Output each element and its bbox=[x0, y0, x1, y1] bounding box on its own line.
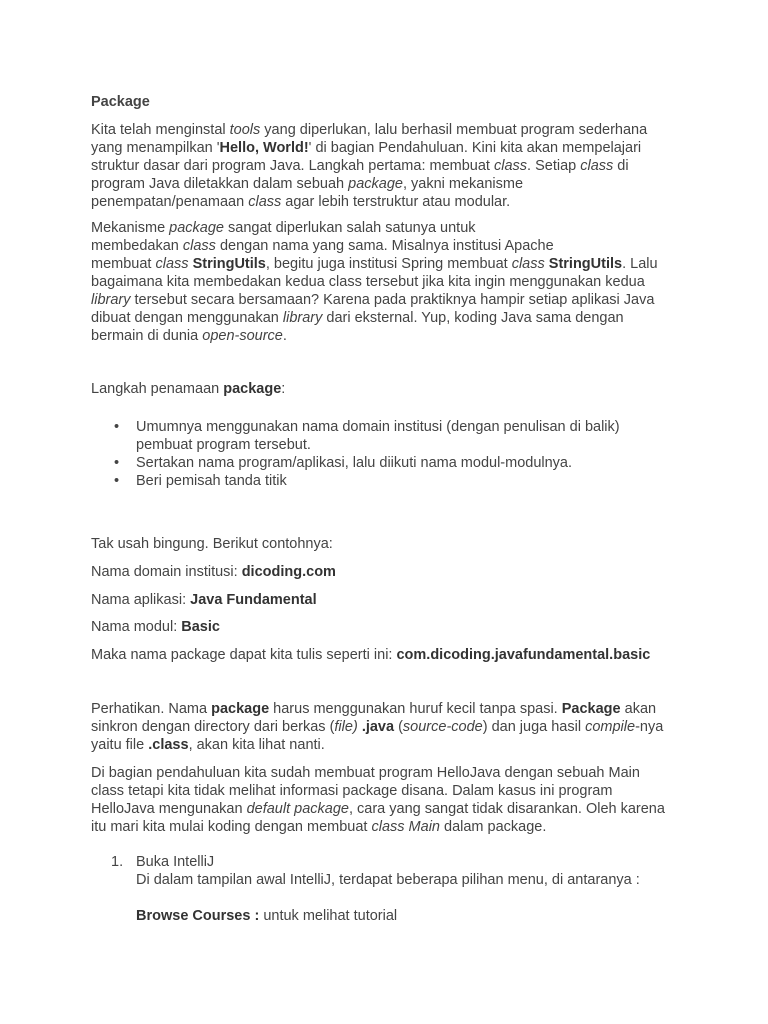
intro-paragraph: Kita telah menginstal tools yang diperlukan, lalu berhasil membuat program sederhana yang menampilkan 'Hello, World!' di bagian Pendahuluan. Kini kita akan mempelajari struktur dasar dari program Java. Langkah pertama: membuat class. Setiap class di program Java diletakkan dalam sebuah package, yakni mekanisme penempatan/penamaan class agar lebih terstruktur atau modular. bbox=[91, 122, 648, 210]
module-line: Nama modul: Basic bbox=[91, 619, 220, 635]
naming-steps-list bbox=[91, 418, 651, 490]
section-title: Package bbox=[91, 94, 150, 110]
step-description: Di dalam tampilan awal IntelliJ, terdapat beberapa pilihan menu, di antaranya : bbox=[136, 872, 640, 888]
list-item: • Umumnya menggunakan nama domain institusi (dengan penulisan di balik) pembuat program tersebut. bbox=[91, 418, 651, 454]
step-item-text: untuk melihat tutorial bbox=[259, 908, 398, 924]
step-number: 1. bbox=[111, 854, 124, 870]
application-line: Nama aplikasi: Java Fundamental bbox=[91, 592, 317, 608]
domain-line: Nama domain institusi: dicoding.com bbox=[91, 564, 336, 580]
list-item bbox=[91, 853, 691, 925]
package-name-line: Maka nama package dapat kita tulis seperti ini: com.dicoding.javafundamental.basic bbox=[91, 647, 651, 663]
list-item: • Sertakan nama program/aplikasi, lalu diikuti nama modul-modulnya. bbox=[91, 454, 651, 472]
list-item: • Beri pemisah tanda titik bbox=[91, 472, 651, 490]
notice-paragraph: Perhatikan. Nama package harus menggunakan huruf kecil tanpa spasi. Package akan sinkron dengan directory dari berkas (file) .java (source-code) dan juga hasil compile-nya yaitu file .class, akan kita lihat nanti. bbox=[91, 701, 664, 753]
steps-list bbox=[91, 853, 691, 925]
mechanism-paragraph: Mekanisme package sangat diperlukan salah satunya untuk membedakan class dengan nama yang sama. Misalnya institusi Apache membuat class StringUtils, begitu juga institusi Spring membuat class StringUtils. Lalu bagaimana kita membedakan kedua class tersebut jika kita ingin menggunakan kedua library tersebut secara bersamaan? Karena pada praktiknya hampir setiap aplikasi Java dibuat dengan menggunakan library dari eksternal. Yup, koding Java sama dengan bermain di dunia open-source. bbox=[91, 220, 658, 344]
naming-steps-heading: Langkah penamaan package: bbox=[91, 381, 286, 397]
step-title: Buka IntelliJ bbox=[136, 854, 215, 870]
step-item-label: Browse Courses : bbox=[136, 908, 260, 924]
hellojava-paragraph: Di bagian pendahuluan kita sudah membuat program HelloJava dengan sebuah Main class tetapi kita tidak melihat informasi package disana. Dalam kasus ini program HelloJava mengunakan default package, cara yang sangat tidak disarankan. Oleh karena itu mari kita mulai koding dengan membuat class Main dalam package. bbox=[91, 765, 665, 835]
example-intro: Tak usah bingung. Berikut contohnya: bbox=[91, 536, 333, 552]
